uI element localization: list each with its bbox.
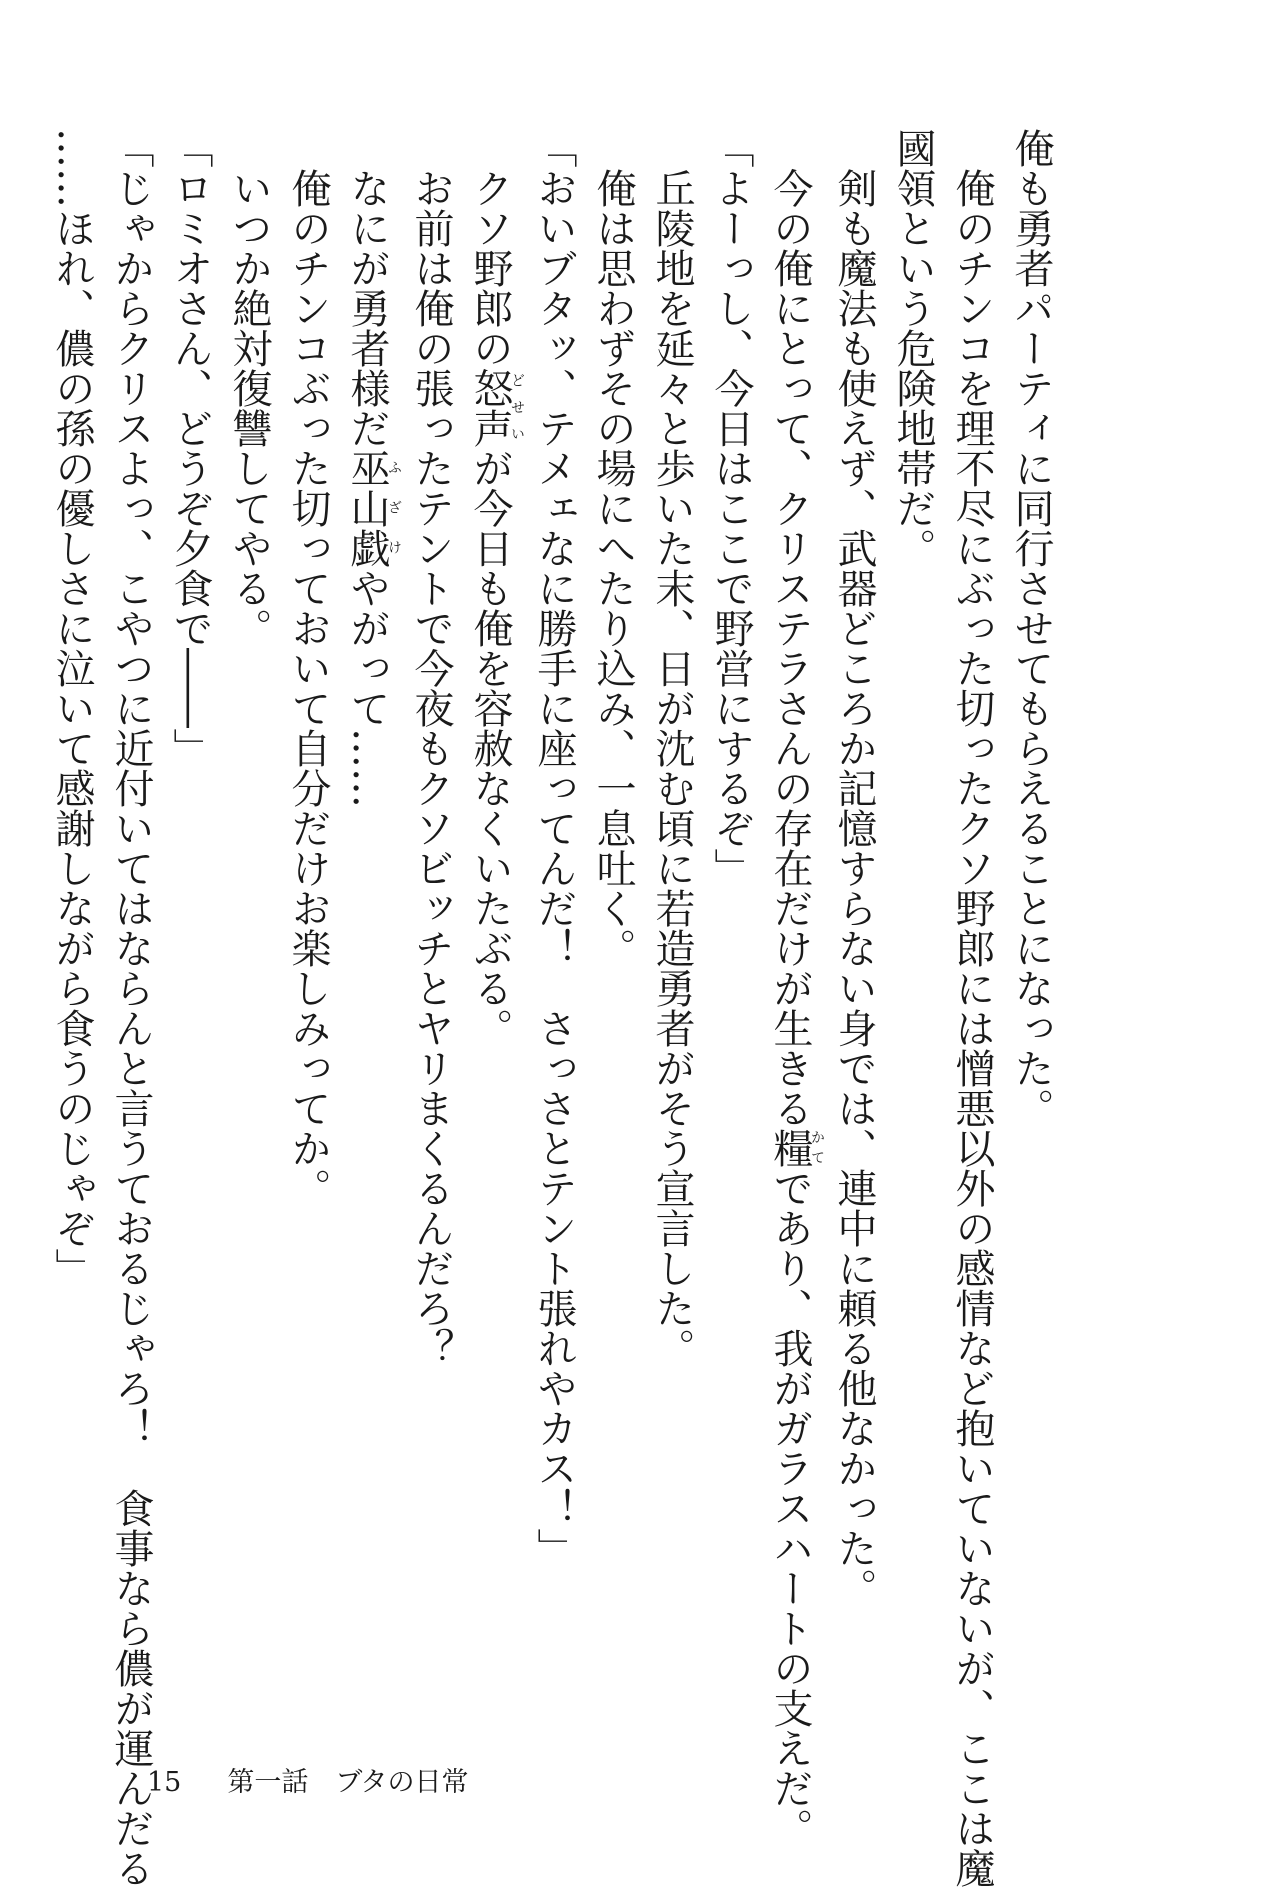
text-line: 丘陵地を延々と歩いた末、日が沈む頃に若造勇者がそう宣言した。 — [649, 128, 695, 1368]
ruby-dosei: 怒声どせい — [467, 368, 525, 448]
text-line: 「よーっし、今日はここで野営にするぞ」 — [708, 128, 754, 888]
ruby-kate: 糧かて — [767, 1128, 825, 1168]
text-segment: が今日も俺を容赦なくいたぶる。 — [467, 448, 513, 1048]
text-line: 俺のチンコを理不尽にぶった切ったクソ野郎には憎悪以外の感情など抱いていないが、ここは魔 — [949, 128, 995, 1888]
text-line: 國領という危険地帯だ。 — [890, 128, 936, 568]
ruby-fuzake: 巫山戯ふざけ — [344, 448, 402, 568]
page-number: 15 — [147, 1767, 182, 1798]
text-line: いつか絶対復讐してやる。 — [226, 128, 272, 648]
text-segment: 今の俺にとって、クリステラさんの存在だけが生きる — [767, 128, 813, 1128]
text-line-with-ruby — [460, 128, 524, 1648]
page-footer — [147, 1760, 468, 1799]
text-line: ……ほれ、儂の孫の優しさに泣いて感謝しながら食うのじゃぞ」 — [49, 128, 95, 1288]
text-line: 俺は思わずその場にへたり込み、一息吐く。 — [590, 128, 636, 968]
text-line: 「じゃからクリスよっ、こやつに近付いてはならんと言うておるじゃろ！ 食事なら儂が運んだる — [108, 128, 154, 1888]
text-line: 俺も勇者パーティに同行させてもらえることになった。 — [1008, 128, 1054, 1128]
text-segment: やがって…… — [344, 568, 390, 808]
text-line-with-ruby — [337, 128, 401, 1648]
text-segment: なにが勇者様だ — [344, 128, 390, 448]
text-segment: であり、我がガラスハートの支えだ。 — [767, 1168, 813, 1848]
text-segment: クソ野郎の — [467, 128, 513, 368]
text-line: 剣も魔法も使えず、武器どころか記憶すらない身では、連中に頼る他なかった。 — [831, 128, 877, 1608]
text-line: 「ロミオさん、どうぞ夕食で――」 — [167, 128, 213, 768]
text-line: お前は俺の張ったテントで今夜もクソビッチとヤリまくるんだろ？ — [408, 128, 454, 1368]
chapter-title: 第一話 ブタの日常 — [227, 1767, 469, 1798]
text-line-with-ruby — [760, 128, 825, 1848]
text-line: 「おいブタッ、テメェなに勝手に座ってんだ！ さっさとテント張れやカス！」 — [531, 128, 577, 1568]
text-line: 俺のチンコぶった切っておいて自分だけお楽しみってか。 — [285, 128, 331, 1208]
